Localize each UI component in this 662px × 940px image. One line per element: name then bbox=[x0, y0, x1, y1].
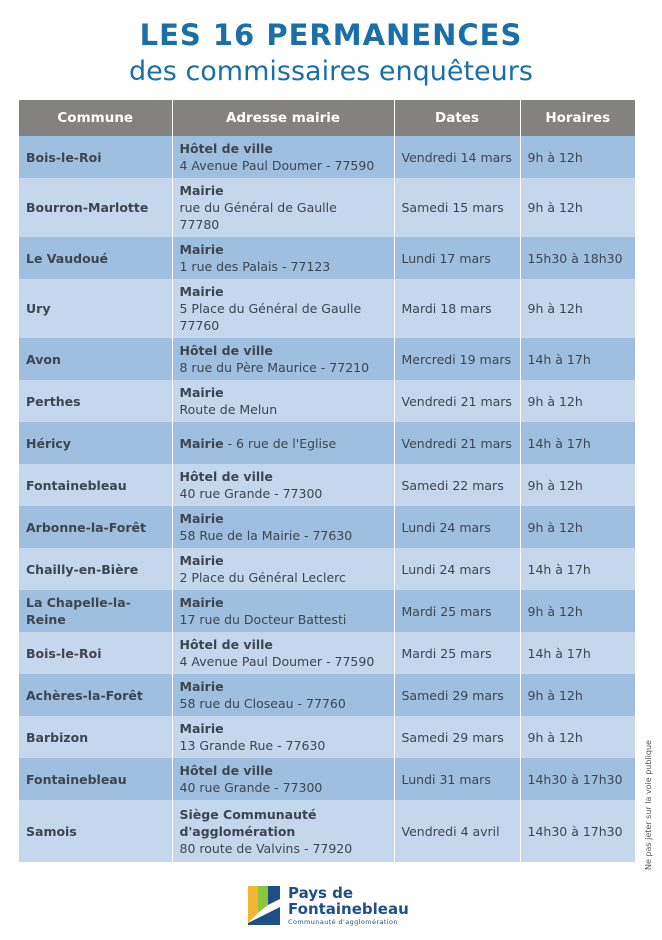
address-title: Hôtel de ville bbox=[179, 763, 273, 778]
commune-cell: Barbizon bbox=[19, 716, 172, 758]
hours-cell: 9h à 12h bbox=[520, 380, 635, 422]
date-cell: Samedi 29 mars bbox=[394, 716, 520, 758]
logo-name-line-1: Pays de bbox=[288, 884, 354, 902]
hours-cell: 9h à 12h bbox=[520, 590, 635, 632]
address-title: Mairie bbox=[179, 511, 224, 526]
address-line: Route de Melun bbox=[179, 402, 278, 417]
address-cell bbox=[172, 338, 394, 380]
address-title: Hôtel de ville bbox=[179, 141, 273, 156]
address-line: 77760 bbox=[179, 318, 220, 333]
table-row bbox=[19, 800, 635, 862]
table-row bbox=[19, 237, 635, 279]
address-line: 2 Place du Général Leclerc bbox=[179, 570, 346, 585]
address-cell bbox=[172, 716, 394, 758]
side-note: Ne pas jeter sur la voie publique bbox=[644, 740, 653, 870]
date-cell: Samedi 15 mars bbox=[394, 178, 520, 237]
address-cell bbox=[172, 590, 394, 632]
table-row bbox=[19, 716, 635, 758]
logo-name-line-2: Fontainebleau bbox=[288, 900, 409, 918]
commune-cell: Fontainebleau bbox=[19, 758, 172, 800]
header-address: Adresse mairie bbox=[172, 100, 394, 136]
logo-subtitle: Communauté d'agglomération bbox=[288, 918, 398, 926]
date-cell: Vendredi 21 mars bbox=[394, 380, 520, 422]
date-cell: Vendredi 21 mars bbox=[394, 422, 520, 464]
hours-cell: 9h à 12h bbox=[520, 674, 635, 716]
address-title: Hôtel de ville bbox=[179, 469, 273, 484]
address-cell bbox=[172, 237, 394, 279]
address-cell bbox=[172, 136, 394, 178]
address-title: Mairie bbox=[179, 553, 224, 568]
address-title: Mairie bbox=[179, 679, 224, 694]
date-cell: Samedi 22 mars bbox=[394, 464, 520, 506]
address-title: Mairie bbox=[179, 721, 224, 736]
commune-cell: Chailly-en-Bière bbox=[19, 548, 172, 590]
hours-cell: 14h à 17h bbox=[520, 422, 635, 464]
address-cell bbox=[172, 506, 394, 548]
commune-cell: Achères-la-Forêt bbox=[19, 674, 172, 716]
table-row bbox=[19, 380, 635, 422]
hours-cell: 9h à 12h bbox=[520, 178, 635, 237]
date-cell: Lundi 17 mars bbox=[394, 237, 520, 279]
hours-cell: 9h à 12h bbox=[520, 464, 635, 506]
commune-cell: Le Vaudoué bbox=[19, 237, 172, 279]
address-line: 58 Rue de la Mairie - 77630 bbox=[179, 528, 353, 543]
table-body bbox=[19, 136, 635, 862]
hours-cell: 9h à 12h bbox=[520, 716, 635, 758]
table-row bbox=[19, 178, 635, 237]
address-line: rue du Général de Gaulle bbox=[179, 200, 337, 215]
date-cell: Lundi 24 mars bbox=[394, 506, 520, 548]
hours-cell: 9h à 12h bbox=[520, 279, 635, 338]
address-cell bbox=[172, 674, 394, 716]
address-cell bbox=[172, 380, 394, 422]
date-cell: Mercredi 19 mars bbox=[394, 338, 520, 380]
header-dates: Dates bbox=[394, 100, 520, 136]
address-line: 8 rue du Père Maurice - 77210 bbox=[179, 360, 370, 375]
address-title: Hôtel de ville bbox=[179, 637, 273, 652]
address-title: Mairie bbox=[179, 284, 224, 299]
hours-cell: 9h à 12h bbox=[520, 136, 635, 178]
commune-cell: Fontainebleau bbox=[19, 464, 172, 506]
commune-cell: Avon bbox=[19, 338, 172, 380]
date-cell: Mardi 25 mars bbox=[394, 632, 520, 674]
hours-cell: 14h30 à 17h30 bbox=[520, 800, 635, 862]
address-cell bbox=[172, 279, 394, 338]
hours-cell: 14h à 17h bbox=[520, 632, 635, 674]
address-cell bbox=[172, 548, 394, 590]
header-commune: Commune bbox=[19, 100, 172, 136]
table-row bbox=[19, 590, 635, 632]
address-cell bbox=[172, 758, 394, 800]
address-line: 77780 bbox=[179, 217, 220, 232]
address-line: 58 rue du Closeau - 77760 bbox=[179, 696, 346, 711]
table-row bbox=[19, 422, 635, 464]
address-cell bbox=[172, 464, 394, 506]
address-title: Siège Communauté d'agglomération bbox=[179, 806, 317, 839]
commune-cell: La Chapelle-la-Reine bbox=[19, 590, 172, 632]
date-cell: Lundi 24 mars bbox=[394, 548, 520, 590]
address-line: 80 route de Valvins - 77920 bbox=[179, 840, 353, 856]
commune-cell: Bois-le-Roi bbox=[19, 632, 172, 674]
date-cell: Mardi 18 mars bbox=[394, 279, 520, 338]
commune-cell: Arbonne-la-Forêt bbox=[19, 506, 172, 548]
address-cell bbox=[172, 422, 394, 464]
address-title: Mairie bbox=[179, 183, 224, 198]
date-cell: Lundi 31 mars bbox=[394, 758, 520, 800]
address-cell bbox=[172, 632, 394, 674]
address-cell bbox=[172, 800, 394, 862]
address-line: 4 Avenue Paul Doumer - 77590 bbox=[179, 654, 375, 669]
table-row bbox=[19, 279, 635, 338]
address-cell bbox=[172, 178, 394, 237]
address-title: Hôtel de ville bbox=[179, 343, 273, 358]
hours-cell: 14h30 à 17h30 bbox=[520, 758, 635, 800]
commune-cell: Ury bbox=[19, 279, 172, 338]
commune-cell: Samois bbox=[19, 800, 172, 862]
commune-cell: Perthes bbox=[19, 380, 172, 422]
date-cell: Vendredi 4 avril bbox=[394, 800, 520, 862]
table-row bbox=[19, 506, 635, 548]
title-line-2: des commissaires enquêteurs bbox=[129, 56, 533, 87]
table-row bbox=[19, 464, 635, 506]
address-line: 17 rue du Docteur Battesti bbox=[179, 612, 347, 627]
address-line: 4 Avenue Paul Doumer - 77590 bbox=[179, 158, 375, 173]
commune-cell: Bourron-Marlotte bbox=[19, 178, 172, 237]
table-header-row bbox=[19, 100, 635, 136]
table-row bbox=[19, 674, 635, 716]
address-line: 40 rue Grande - 77300 bbox=[179, 486, 323, 501]
date-cell: Samedi 29 mars bbox=[394, 674, 520, 716]
address-line: 40 rue Grande - 77300 bbox=[179, 780, 323, 795]
address-title: Mairie bbox=[179, 385, 224, 400]
table-row bbox=[19, 758, 635, 800]
hours-cell: 14h à 17h bbox=[520, 338, 635, 380]
date-cell: Mardi 25 mars bbox=[394, 590, 520, 632]
schedule-table bbox=[19, 100, 635, 862]
hours-cell: 15h30 à 18h30 bbox=[520, 237, 635, 279]
table-row bbox=[19, 338, 635, 380]
address-title: Mairie bbox=[179, 242, 224, 257]
table-row bbox=[19, 136, 635, 178]
address-title: Mairie bbox=[179, 435, 224, 451]
address-title: Mairie bbox=[179, 595, 224, 610]
title-line-1: LES 16 PERMANENCES bbox=[139, 18, 523, 52]
address-line: 13 Grande Rue - 77630 bbox=[179, 738, 326, 753]
commune-cell: Héricy bbox=[19, 422, 172, 464]
logo bbox=[246, 883, 426, 929]
date-cell: Vendredi 14 mars bbox=[394, 136, 520, 178]
address-inline: - 6 rue de l'Eglise bbox=[223, 435, 337, 451]
hours-cell: 14h à 17h bbox=[520, 548, 635, 590]
table-row bbox=[19, 548, 635, 590]
hours-cell: 9h à 12h bbox=[520, 506, 635, 548]
commune-cell: Bois-le-Roi bbox=[19, 136, 172, 178]
header-hours: Horaires bbox=[520, 100, 635, 136]
address-line: 1 rue des Palais - 77123 bbox=[179, 259, 331, 274]
address-line: 5 Place du Général de Gaulle bbox=[179, 301, 362, 316]
table-row bbox=[19, 632, 635, 674]
pays-de-fontainebleau-logo-icon bbox=[246, 883, 282, 927]
